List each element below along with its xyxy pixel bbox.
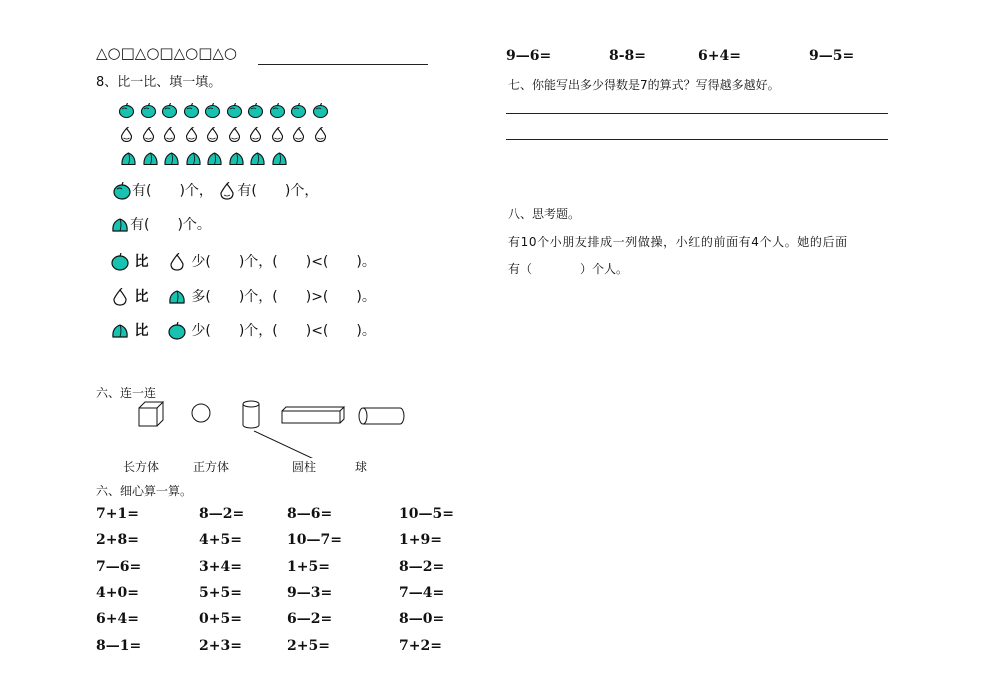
match-title: 六、连一连 (96, 386, 157, 400)
apple-icon (110, 253, 130, 271)
label-cuboid[interactable]: 长方体 (123, 460, 160, 474)
compare-word: 比 (134, 289, 149, 305)
calc-equation: 0+5= (199, 611, 242, 628)
shape-pattern: △○□△○□△○□△○ (96, 44, 238, 62)
peach-icon (228, 151, 245, 166)
pear-icon (269, 127, 286, 142)
calc-equation: 10—7= (287, 532, 342, 549)
pear-icon (290, 127, 307, 142)
q8-thinking-line2: 有（ ）个人。 (508, 262, 629, 276)
answer-line[interactable] (506, 113, 888, 114)
peach-icon (110, 216, 130, 234)
q8-thinking-title: 八、思考题。 (508, 207, 581, 221)
pear-icon (226, 127, 243, 142)
fill-line-2 (110, 214, 211, 234)
q7-title: 七、你能写出多少得数是7的算式？写得越多越好。 (508, 78, 780, 92)
calc-equation: 3+4= (199, 558, 242, 575)
pear-icon (167, 253, 187, 271)
apple-icon (204, 103, 221, 118)
calc-equation: 2+8= (96, 532, 139, 549)
peach-icon (206, 151, 223, 166)
q8-title: 8、比一比、填一填。 (96, 75, 222, 90)
calc-equation: 10—5= (399, 506, 454, 522)
pear-icon (161, 127, 178, 142)
pear-count-blank: 有( )个， (237, 183, 319, 199)
calc-equation: 2+5= (287, 637, 330, 654)
apple-icon (118, 103, 135, 118)
sphere-shape[interactable] (192, 404, 210, 422)
peach-icon (142, 151, 159, 166)
answer-line[interactable] (506, 139, 888, 140)
cube-shape[interactable] (139, 402, 163, 426)
right-eq-4: 9—5= (809, 48, 855, 64)
pear-icon (312, 127, 329, 142)
pear-icon (204, 127, 221, 142)
apple-count-blank: 有( )个， (132, 183, 213, 199)
calc-equation: 8—1= (96, 637, 142, 654)
pear-icon (217, 182, 237, 200)
compare-word: 比 (134, 254, 149, 270)
calc-title: 六、细心算一算。 (96, 484, 193, 498)
peach-icon (167, 288, 187, 306)
peach-icon (249, 151, 266, 166)
peach-row (120, 148, 292, 167)
peach-icon (185, 151, 202, 166)
peach-icon (163, 151, 180, 166)
peach-count-blank: 有( )个。 (130, 217, 211, 233)
calc-equation: 1+9= (399, 532, 442, 549)
compare-tail: 少( )个，( )<( )。 (191, 323, 376, 339)
calc-equation: 8—0= (399, 611, 445, 628)
calc-equation: 8—6= (287, 506, 333, 522)
apple-icon (226, 103, 243, 118)
pear-icon (140, 127, 157, 142)
compare-line-1 (110, 251, 376, 271)
match-line (254, 431, 316, 458)
apple-icon (183, 103, 200, 118)
apple-icon (167, 322, 187, 340)
calc-equation: 2+3= (199, 637, 242, 654)
compare-tail: 多( )个，( )>( )。 (191, 289, 376, 305)
label-cylinder[interactable]: 圆柱 (292, 460, 317, 474)
right-eq-1: 9—6= (506, 48, 552, 64)
cylinder-shape[interactable] (243, 401, 259, 428)
calc-equation: 9—3= (287, 584, 333, 601)
label-sphere[interactable]: 球 (355, 460, 368, 474)
compare-word: 比 (134, 323, 149, 339)
calc-equation: 8—2= (199, 506, 245, 522)
label-cube[interactable]: 正方体 (193, 460, 230, 474)
calc-equation: 7+1= (96, 506, 139, 522)
peach-icon (271, 151, 288, 166)
right-eq-2: 8-8= (609, 48, 647, 64)
solid-shapes (130, 398, 420, 458)
calc-equation: 7—4= (399, 584, 445, 601)
pear-row (118, 124, 333, 143)
pear-icon (247, 127, 264, 142)
calc-equation: 4+0= (96, 584, 139, 601)
lying-cylinder-shape[interactable] (359, 408, 404, 424)
calc-equation: 7—6= (96, 558, 142, 575)
q8-thinking-line1: 有10个小朋友排成一列做操，小红的前面有4个人。她的后面 (508, 235, 848, 249)
fill-line-1 (112, 180, 318, 200)
peach-icon (120, 151, 137, 166)
compare-tail: 少( )个，( )<( )。 (191, 254, 376, 270)
calc-equation: 4+5= (199, 532, 242, 549)
pear-icon (110, 288, 130, 306)
pear-icon (183, 127, 200, 142)
calc-equation: 5+5= (199, 584, 242, 601)
answer-line (258, 64, 428, 65)
right-eq-3: 6+4= (698, 48, 741, 64)
apple-icon (140, 103, 157, 118)
cuboid-shape[interactable] (282, 407, 344, 423)
apple-icon (247, 103, 264, 118)
apple-icon (312, 103, 329, 118)
calc-equation: 6+4= (96, 611, 139, 628)
calc-equation: 7+2= (399, 637, 442, 654)
compare-line-2 (110, 286, 376, 306)
apple-icon (269, 103, 286, 118)
calc-equation: 1+5= (287, 558, 330, 575)
calc-equation: 6—2= (287, 611, 333, 628)
compare-line-3 (110, 320, 376, 340)
calc-equation: 8—2= (399, 558, 445, 575)
apple-icon (112, 182, 132, 200)
apple-icon (161, 103, 178, 118)
apple-icon (290, 103, 307, 118)
pear-icon (118, 127, 135, 142)
peach-icon (110, 322, 130, 340)
apple-row (118, 100, 333, 119)
